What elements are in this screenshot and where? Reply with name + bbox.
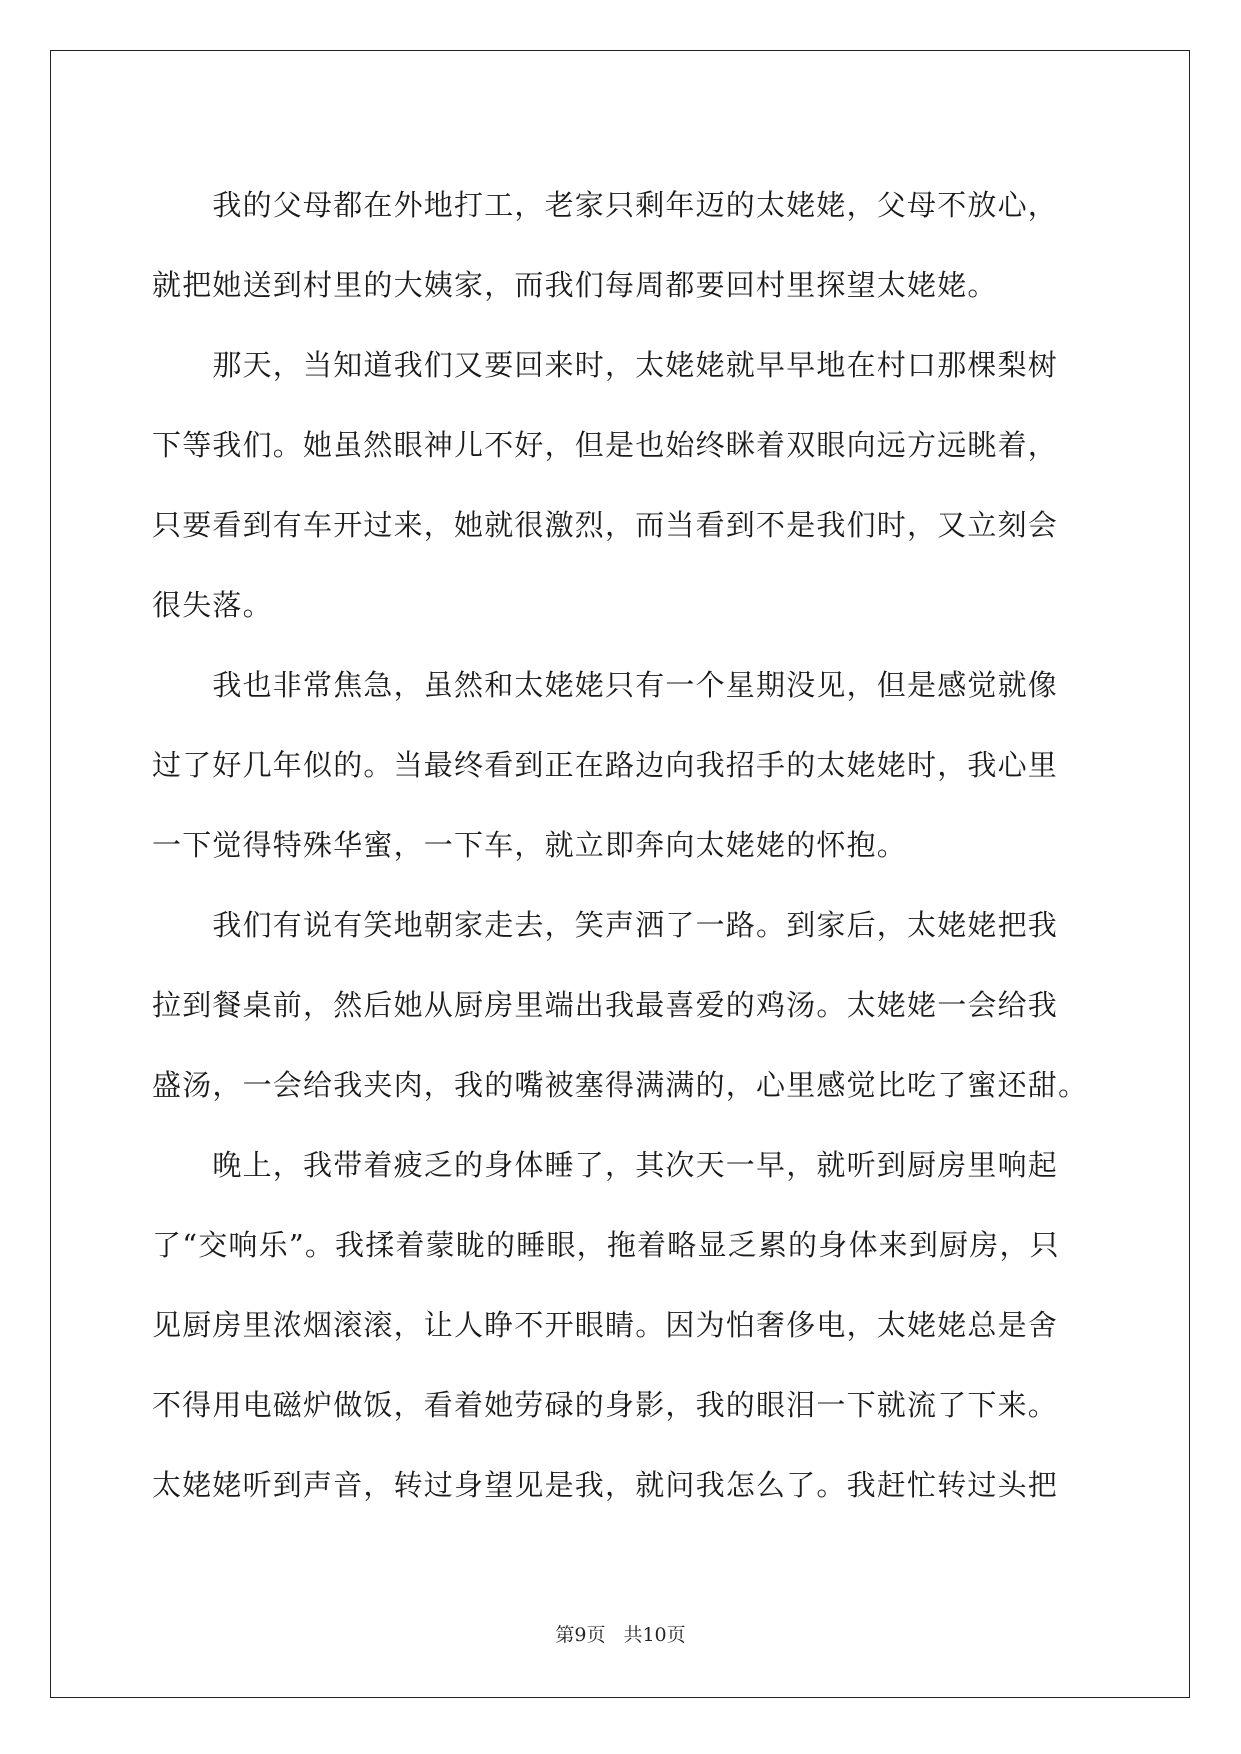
document-body: [152, 165, 1092, 1525]
text-line: 只要看到有车开过来，她就很激烈，而当看到不是我们时，又立刻会: [152, 508, 1059, 542]
text-line: 我们有说有笑地朝家走去，笑声洒了一路。到家后，太姥姥把我: [152, 908, 1059, 942]
text-line: 很失落。: [152, 588, 273, 622]
text-line: 下等我们。她虽然眼神儿不好，但是也始终眯着双眼向远方远眺着，: [152, 428, 1059, 462]
text-line: 了“交响乐”。我揉着蒙眬的睡眼，拖着略显乏累的身体来到厨房，只: [152, 1228, 1060, 1262]
text-line: 一下觉得特殊华蜜，一下车，就立即奔向太姥姥的怀抱。: [152, 828, 908, 862]
text-line: 盛汤，一会给我夹肉，我的嘴被塞得满满的，心里感觉比吃了蜜还甜。: [152, 1068, 1089, 1102]
page-total: 共10页: [623, 1624, 686, 1646]
text-line: 那天，当知道我们又要回来时，太姥姥就早早地在村口那棵梨树: [152, 348, 1059, 382]
text-line: 拉到餐桌前，然后她从厨房里端出我最喜爱的鸡汤。太姥姥一会给我: [152, 988, 1059, 1022]
text-line: 就把她送到村里的大姨家，而我们每周都要回村里探望太姥姥。: [152, 268, 998, 302]
page-footer: [0, 1620, 1241, 1647]
text-line: 我的父母都在外地打工，老家只剩年迈的太姥姥，父母不放心，: [152, 188, 1059, 222]
text-line: 见厨房里浓烟滚滚，让人睁不开眼睛。因为怕奢侈电，太姥姥总是舍: [152, 1308, 1059, 1342]
text-line: 太姥姥听到声音，转过身望见是我，就问我怎么了。我赶忙转过头把: [152, 1468, 1059, 1502]
page-number: 第9页: [555, 1624, 606, 1646]
text-line: 晚上，我带着疲乏的身体睡了，其次天一早，就听到厨房里响起: [152, 1148, 1059, 1182]
text-line: 过了好几年似的。当最终看到正在路边向我招手的太姥姥时，我心里: [152, 748, 1059, 782]
text-block: [152, 165, 1092, 1525]
text-line: 我也非常焦急，虽然和太姥姥只有一个星期没见，但是感觉就像: [152, 668, 1059, 702]
text-line: 不得用电磁炉做饭，看着她劳碌的身影，我的眼泪一下就流了下来。: [152, 1388, 1059, 1422]
